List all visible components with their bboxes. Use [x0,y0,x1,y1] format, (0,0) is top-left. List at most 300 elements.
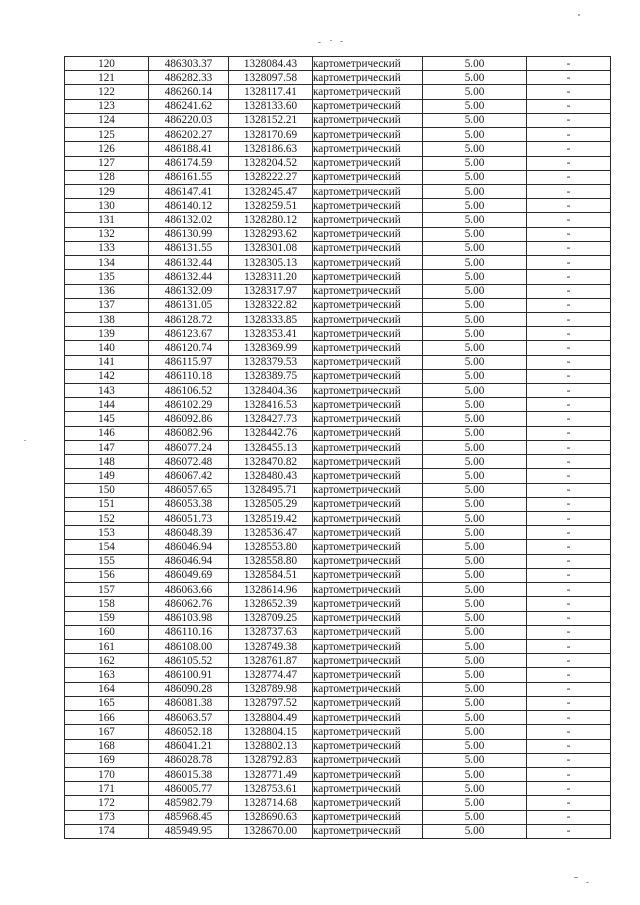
point-number-cell: 146 [65,426,149,440]
accuracy-cell: 5.00 [423,625,527,639]
note-cell: - [527,99,611,113]
accuracy-cell: 5.00 [423,583,527,597]
point-number-cell: 137 [65,298,149,312]
accuracy-cell: 5.00 [423,568,527,582]
scan-speck [24,440,26,441]
x-coordinate-cell: 486132.44 [149,256,229,270]
table-row [65,184,611,198]
x-coordinate-cell: 486131.55 [149,241,229,255]
accuracy-cell: 5.00 [423,213,527,227]
x-coordinate-cell: 486132.09 [149,284,229,298]
note-cell: - [527,483,611,497]
accuracy-cell: 5.00 [423,270,527,284]
point-number-cell: 172 [65,796,149,810]
x-coordinate-cell: 486051.73 [149,512,229,526]
note-cell: - [527,156,611,170]
table-row [65,654,611,668]
y-coordinate-cell: 1328792.83 [229,753,313,767]
accuracy-cell: 5.00 [423,469,527,483]
x-coordinate-cell: 486130.99 [149,227,229,241]
table-row [65,469,611,483]
point-number-cell: 165 [65,696,149,710]
point-number-cell: 157 [65,583,149,597]
y-coordinate-cell: 1328389.75 [229,369,313,383]
table-row [65,312,611,326]
accuracy-cell: 5.00 [423,597,527,611]
method-cell: картометрический [313,568,423,582]
table-row [65,455,611,469]
method-cell: картометрический [313,725,423,739]
point-number-cell: 125 [65,128,149,142]
y-coordinate-cell: 1328379.53 [229,355,313,369]
point-number-cell: 140 [65,341,149,355]
x-coordinate-cell: 486053.38 [149,497,229,511]
method-cell: картометрический [313,156,423,170]
point-number-cell: 151 [65,497,149,511]
method-cell: картометрический [313,369,423,383]
table-row [65,611,611,625]
method-cell: картометрический [313,739,423,753]
method-cell: картометрический [313,512,423,526]
method-cell: картометрический [313,483,423,497]
accuracy-cell: 5.00 [423,170,527,184]
accuracy-cell: 5.00 [423,199,527,213]
method-cell: картометрический [313,184,423,198]
point-number-cell: 123 [65,99,149,113]
note-cell: - [527,682,611,696]
table-row [65,99,611,113]
note-cell: - [527,426,611,440]
note-cell: - [527,341,611,355]
y-coordinate-cell: 1328709.25 [229,611,313,625]
accuracy-cell: 5.00 [423,739,527,753]
note-cell: - [527,824,611,838]
accuracy-cell: 5.00 [423,241,527,255]
method-cell: картометрический [313,668,423,682]
method-cell: картометрический [313,85,423,99]
method-cell: картометрический [313,440,423,454]
table-row [65,497,611,511]
x-coordinate-cell: 486090.28 [149,682,229,696]
y-coordinate-cell: 1328614.96 [229,583,313,597]
y-coordinate-cell: 1328771.49 [229,767,313,781]
method-cell: картометрический [313,327,423,341]
method-cell: картометрический [313,611,423,625]
x-coordinate-cell: 486110.16 [149,625,229,639]
x-coordinate-cell: 486161.55 [149,170,229,184]
table-row [65,412,611,426]
y-coordinate-cell: 1328753.61 [229,782,313,796]
accuracy-cell: 5.00 [423,483,527,497]
note-cell: - [527,711,611,725]
table-row [65,227,611,241]
y-coordinate-cell: 1328442.76 [229,426,313,440]
y-coordinate-cell: 1328170.69 [229,128,313,142]
y-coordinate-cell: 1328714.68 [229,796,313,810]
method-cell: картометрический [313,696,423,710]
x-coordinate-cell: 486303.37 [149,57,229,71]
x-coordinate-cell: 486067.42 [149,469,229,483]
note-cell: - [527,668,611,682]
point-number-cell: 126 [65,142,149,156]
note-cell: - [527,540,611,554]
note-cell: - [527,810,611,824]
y-coordinate-cell: 1328416.53 [229,398,313,412]
scan-speck [578,14,580,16]
y-coordinate-cell: 1328186.63 [229,142,313,156]
x-coordinate-cell: 486120.74 [149,341,229,355]
x-coordinate-cell: 486105.52 [149,654,229,668]
accuracy-cell: 5.00 [423,256,527,270]
point-number-cell: 148 [65,455,149,469]
method-cell: картометрический [313,597,423,611]
x-coordinate-cell: 486132.02 [149,213,229,227]
y-coordinate-cell: 1328204.52 [229,156,313,170]
y-coordinate-cell: 1328802.13 [229,739,313,753]
x-coordinate-cell: 486046.94 [149,554,229,568]
accuracy-cell: 5.00 [423,298,527,312]
y-coordinate-cell: 1328084.43 [229,57,313,71]
x-coordinate-cell: 486128.72 [149,312,229,326]
note-cell: - [527,455,611,469]
y-coordinate-cell: 1328404.36 [229,384,313,398]
y-coordinate-cell: 1328774.47 [229,668,313,682]
scan-speck [574,877,578,878]
method-cell: картометрический [313,57,423,71]
y-coordinate-cell: 1328152.21 [229,113,313,127]
y-coordinate-cell: 1328293.62 [229,227,313,241]
note-cell: - [527,128,611,142]
table-row [65,241,611,255]
method-cell: картометрический [313,554,423,568]
note-cell: - [527,611,611,625]
y-coordinate-cell: 1328690.63 [229,810,313,824]
x-coordinate-cell: 486174.59 [149,156,229,170]
note-cell: - [527,241,611,255]
x-coordinate-cell: 486049.69 [149,568,229,582]
table-row [65,739,611,753]
x-coordinate-cell: 486081.38 [149,696,229,710]
accuracy-cell: 5.00 [423,341,527,355]
accuracy-cell: 5.00 [423,440,527,454]
point-number-cell: 161 [65,639,149,653]
table-row [65,711,611,725]
x-coordinate-cell: 486015.38 [149,767,229,781]
y-coordinate-cell: 1328455.13 [229,440,313,454]
accuracy-cell: 5.00 [423,767,527,781]
y-coordinate-cell: 1328301.08 [229,241,313,255]
x-coordinate-cell: 486106.52 [149,384,229,398]
method-cell: картометрический [313,113,423,127]
method-cell: картометрический [313,625,423,639]
point-number-cell: 134 [65,256,149,270]
method-cell: картометрический [313,298,423,312]
accuracy-cell: 5.00 [423,227,527,241]
method-cell: картометрический [313,199,423,213]
y-coordinate-cell: 1328804.49 [229,711,313,725]
accuracy-cell: 5.00 [423,113,527,127]
accuracy-cell: 5.00 [423,526,527,540]
table-row [65,156,611,170]
note-cell: - [527,369,611,383]
accuracy-cell: 5.00 [423,540,527,554]
x-coordinate-cell: 486062.76 [149,597,229,611]
y-coordinate-cell: 1328333.85 [229,312,313,326]
point-number-cell: 124 [65,113,149,127]
method-cell: картометрический [313,412,423,426]
y-coordinate-cell: 1328505.29 [229,497,313,511]
coordinates-table-container [64,56,610,839]
x-coordinate-cell: 486108.00 [149,639,229,653]
x-coordinate-cell: 486102.29 [149,398,229,412]
x-coordinate-cell: 486072.48 [149,455,229,469]
table-row [65,540,611,554]
table-row [65,113,611,127]
y-coordinate-cell: 1328097.58 [229,71,313,85]
y-coordinate-cell: 1328311.20 [229,270,313,284]
x-coordinate-cell: 486260.14 [149,85,229,99]
x-coordinate-cell: 485949.95 [149,824,229,838]
accuracy-cell: 5.00 [423,57,527,71]
table-row [65,810,611,824]
x-coordinate-cell: 486147.41 [149,184,229,198]
method-cell: картометрический [313,796,423,810]
note-cell: - [527,512,611,526]
table-row [65,71,611,85]
point-number-cell: 160 [65,625,149,639]
accuracy-cell: 5.00 [423,71,527,85]
accuracy-cell: 5.00 [423,384,527,398]
accuracy-cell: 5.00 [423,696,527,710]
point-number-cell: 156 [65,568,149,582]
point-number-cell: 121 [65,71,149,85]
y-coordinate-cell: 1328804.15 [229,725,313,739]
accuracy-cell: 5.00 [423,128,527,142]
table-row [65,668,611,682]
table-row [65,85,611,99]
point-number-cell: 171 [65,782,149,796]
point-number-cell: 155 [65,554,149,568]
point-number-cell: 167 [65,725,149,739]
note-cell: - [527,199,611,213]
y-coordinate-cell: 1328495.71 [229,483,313,497]
x-coordinate-cell: 486005.77 [149,782,229,796]
x-coordinate-cell: 486052.18 [149,725,229,739]
method-cell: картометрический [313,241,423,255]
table-row [65,767,611,781]
y-coordinate-cell: 1328427.73 [229,412,313,426]
table-row [65,796,611,810]
table-row [65,483,611,497]
accuracy-cell: 5.00 [423,497,527,511]
point-number-cell: 162 [65,654,149,668]
note-cell: - [527,412,611,426]
point-number-cell: 122 [65,85,149,99]
method-cell: картометрический [313,384,423,398]
note-cell: - [527,355,611,369]
method-cell: картометрический [313,824,423,838]
x-coordinate-cell: 486063.57 [149,711,229,725]
table-row [65,270,611,284]
y-coordinate-cell: 1328245.47 [229,184,313,198]
y-coordinate-cell: 1328789.98 [229,682,313,696]
accuracy-cell: 5.00 [423,412,527,426]
y-coordinate-cell: 1328322.82 [229,298,313,312]
accuracy-cell: 5.00 [423,725,527,739]
accuracy-cell: 5.00 [423,512,527,526]
table-row [65,170,611,184]
point-number-cell: 150 [65,483,149,497]
note-cell: - [527,654,611,668]
method-cell: картометрический [313,455,423,469]
accuracy-cell: 5.00 [423,668,527,682]
accuracy-cell: 5.00 [423,426,527,440]
table-row [65,369,611,383]
y-coordinate-cell: 1328553.80 [229,540,313,554]
table-row [65,568,611,582]
note-cell: - [527,796,611,810]
x-coordinate-cell: 486220.03 [149,113,229,127]
scan-speck [340,41,343,42]
table-row [65,128,611,142]
method-cell: картометрический [313,142,423,156]
table-row [65,426,611,440]
x-coordinate-cell: 486100.91 [149,668,229,682]
note-cell: - [527,767,611,781]
point-number-cell: 127 [65,156,149,170]
table-row [65,213,611,227]
accuracy-cell: 5.00 [423,327,527,341]
table-row [65,682,611,696]
note-cell: - [527,384,611,398]
point-number-cell: 159 [65,611,149,625]
y-coordinate-cell: 1328519.42 [229,512,313,526]
point-number-cell: 153 [65,526,149,540]
table-row [65,142,611,156]
point-number-cell: 154 [65,540,149,554]
accuracy-cell: 5.00 [423,782,527,796]
note-cell: - [527,184,611,198]
table-row [65,583,611,597]
accuracy-cell: 5.00 [423,753,527,767]
method-cell: картометрический [313,526,423,540]
accuracy-cell: 5.00 [423,639,527,653]
point-number-cell: 138 [65,312,149,326]
coordinates-table-body [65,57,611,839]
accuracy-cell: 5.00 [423,810,527,824]
method-cell: картометрический [313,426,423,440]
y-coordinate-cell: 1328536.47 [229,526,313,540]
note-cell: - [527,256,611,270]
note-cell: - [527,57,611,71]
note-cell: - [527,625,611,639]
y-coordinate-cell: 1328737.63 [229,625,313,639]
point-number-cell: 128 [65,170,149,184]
accuracy-cell: 5.00 [423,355,527,369]
y-coordinate-cell: 1328117.41 [229,85,313,99]
accuracy-cell: 5.00 [423,796,527,810]
point-number-cell: 136 [65,284,149,298]
note-cell: - [527,639,611,653]
scan-speck [330,40,332,41]
method-cell: картометрический [313,355,423,369]
note-cell: - [527,469,611,483]
method-cell: картометрический [313,753,423,767]
y-coordinate-cell: 1328584.51 [229,568,313,582]
scan-speck [586,882,589,883]
x-coordinate-cell: 486057.65 [149,483,229,497]
note-cell: - [527,782,611,796]
x-coordinate-cell: 486046.94 [149,540,229,554]
x-coordinate-cell: 486082.96 [149,426,229,440]
x-coordinate-cell: 485968.45 [149,810,229,824]
point-number-cell: 130 [65,199,149,213]
table-row [65,725,611,739]
note-cell: - [527,213,611,227]
note-cell: - [527,312,611,326]
x-coordinate-cell: 486110.18 [149,369,229,383]
point-number-cell: 120 [65,57,149,71]
point-number-cell: 164 [65,682,149,696]
y-coordinate-cell: 1328280.12 [229,213,313,227]
table-row [65,341,611,355]
y-coordinate-cell: 1328305.13 [229,256,313,270]
point-number-cell: 173 [65,810,149,824]
y-coordinate-cell: 1328761.87 [229,654,313,668]
table-row [65,298,611,312]
note-cell: - [527,327,611,341]
point-number-cell: 141 [65,355,149,369]
accuracy-cell: 5.00 [423,99,527,113]
method-cell: картометрический [313,341,423,355]
x-coordinate-cell: 486041.21 [149,739,229,753]
method-cell: картометрический [313,213,423,227]
method-cell: картометрический [313,497,423,511]
table-row [65,327,611,341]
method-cell: картометрический [313,682,423,696]
accuracy-cell: 5.00 [423,398,527,412]
note-cell: - [527,554,611,568]
note-cell: - [527,568,611,582]
note-cell: - [527,696,611,710]
accuracy-cell: 5.00 [423,711,527,725]
x-coordinate-cell: 486092.86 [149,412,229,426]
coordinates-table [64,56,611,839]
accuracy-cell: 5.00 [423,142,527,156]
point-number-cell: 152 [65,512,149,526]
note-cell: - [527,298,611,312]
method-cell: картометрический [313,99,423,113]
note-cell: - [527,597,611,611]
x-coordinate-cell: 486132.44 [149,270,229,284]
method-cell: картометрический [313,583,423,597]
table-row [65,355,611,369]
point-number-cell: 145 [65,412,149,426]
point-number-cell: 144 [65,398,149,412]
x-coordinate-cell: 486131.05 [149,298,229,312]
y-coordinate-cell: 1328480.43 [229,469,313,483]
note-cell: - [527,170,611,184]
note-cell: - [527,284,611,298]
table-row [65,526,611,540]
y-coordinate-cell: 1328652.39 [229,597,313,611]
table-row [65,512,611,526]
table-row [65,199,611,213]
accuracy-cell: 5.00 [423,369,527,383]
note-cell: - [527,497,611,511]
point-number-cell: 143 [65,384,149,398]
point-number-cell: 149 [65,469,149,483]
